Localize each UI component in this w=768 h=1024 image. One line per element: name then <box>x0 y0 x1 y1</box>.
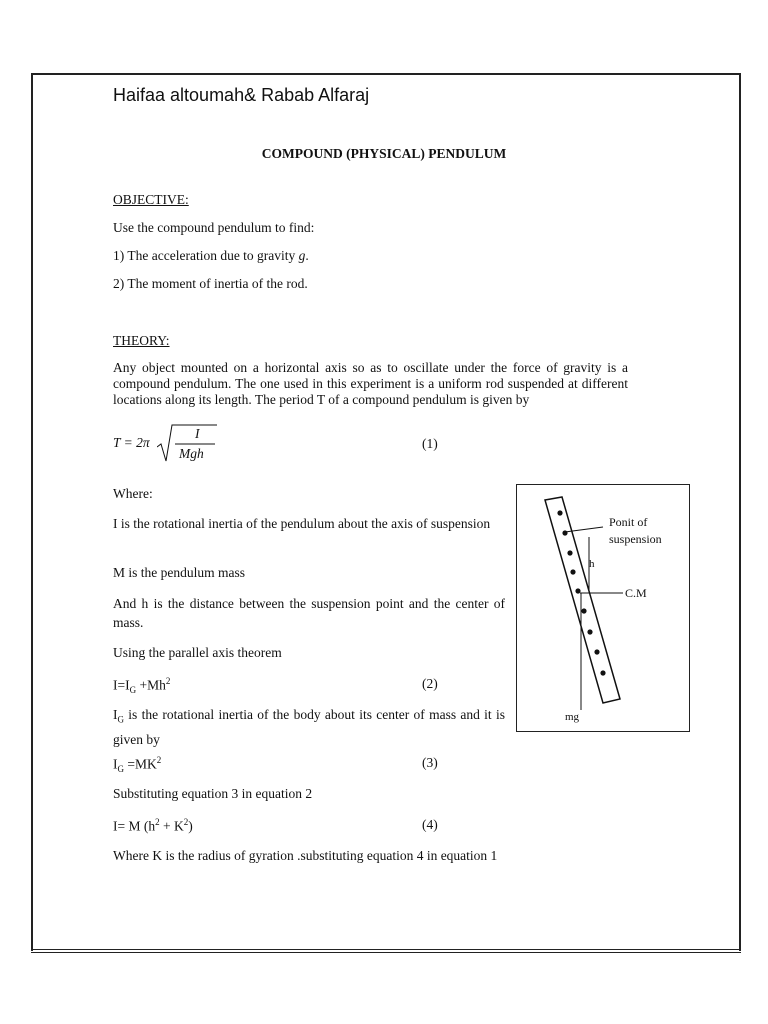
rod-hole <box>600 670 605 675</box>
equation-1-denominator: Mgh <box>179 446 204 461</box>
rod-hole <box>594 649 599 654</box>
equation-4 <box>113 817 193 835</box>
equation-2-superscript: 2 <box>165 676 171 686</box>
rod-hole <box>557 510 562 515</box>
equation-3-part: =MK <box>124 756 157 772</box>
equation-1-numerator: I <box>195 426 200 441</box>
equation-2-part: +Mh <box>136 677 166 693</box>
definition-m: M is the pendulum mass <box>113 565 245 580</box>
ig-definition <box>113 705 505 749</box>
equation-4-part: + K <box>159 818 184 834</box>
definition-i: I is the rotational inertia of the pendulum about the axis of suspension <box>113 516 491 531</box>
equation-1 <box>113 423 223 463</box>
objective-intro: Use the compound pendulum to find: <box>113 220 315 235</box>
equation-4-part: I= M (h <box>113 818 156 834</box>
equation-2-subscript: G <box>129 685 137 696</box>
theory-paragraph: Any object mounted on a horizontal axis so as to oscillate under the force of gravity is a compound pendulum. The one used in this experiment is a uniform rod suspended at different locations along its length. The period T of a compound pendulum is given by <box>113 360 628 407</box>
rod-hole <box>581 608 586 613</box>
page-border-bottom <box>31 949 741 950</box>
equation-2-label: (2) <box>422 676 438 691</box>
page-border-bottom-double <box>31 952 741 953</box>
equation-1-label: (1) <box>422 436 438 451</box>
rod-hole <box>575 588 580 593</box>
equation-3-part: I <box>113 756 118 772</box>
authors-header: Haifaa altoumah& Rabab Alfaraj <box>113 85 370 105</box>
ig-symbol: I <box>113 707 118 722</box>
rod-hole <box>587 629 592 634</box>
ig-text: is the rotational inertia of the body about its center of mass and it is given by <box>113 707 505 747</box>
document-title: COMPOUND (PHYSICAL) PENDULUM <box>261 146 507 161</box>
rod-hole <box>567 550 572 555</box>
pendulum-diagram <box>517 485 689 731</box>
equation-1-lhs: T = 2π <box>113 435 150 450</box>
equation-2-part: I=I <box>113 677 130 693</box>
equation-4-part: ) <box>188 818 193 834</box>
pendulum-figure <box>516 484 690 732</box>
label-h: h <box>589 558 595 570</box>
equation-4-label: (4) <box>422 817 438 832</box>
gravity-variable: g <box>298 248 306 263</box>
equation-2 <box>113 676 170 695</box>
rod-hole <box>570 569 575 574</box>
label-suspension-1: Ponit of <box>609 515 648 529</box>
objective-item-1-text: 1) The acceleration due to gravity <box>113 248 299 263</box>
objective-item-1-end: . <box>305 248 309 263</box>
objective-heading: OBJECTIVE: <box>113 192 189 207</box>
theory-heading: THEORY: <box>113 333 170 348</box>
equation-4-superscript: 2 <box>183 817 189 827</box>
equation-3-label: (3) <box>422 755 438 770</box>
equation-3 <box>113 755 161 774</box>
parallel-axis-text: Using the parallel axis theorem <box>113 645 282 660</box>
rod-hole <box>562 530 567 535</box>
label-cm: C.M <box>625 586 647 600</box>
where-label: Where: <box>113 486 153 501</box>
equation-3-superscript: 2 <box>156 755 162 765</box>
equation-3-subscript: G <box>117 764 124 775</box>
substitution-text: Substituting equation 3 in equation 2 <box>113 786 313 801</box>
definition-h: And h is the distance between the suspension point and the center of mass. <box>113 596 505 630</box>
label-mg: mg <box>565 711 580 723</box>
ig-subscript: G <box>117 714 124 725</box>
equation-4-superscript: 2 <box>155 817 160 827</box>
objective-item-2: 2) The moment of inertia of the rod. <box>113 276 308 291</box>
final-sentence: Where K is the radius of gyration .substituting equation 4 in equation 1 <box>113 848 498 863</box>
label-suspension-2: suspension <box>609 532 662 546</box>
objective-item-1 <box>113 248 309 264</box>
